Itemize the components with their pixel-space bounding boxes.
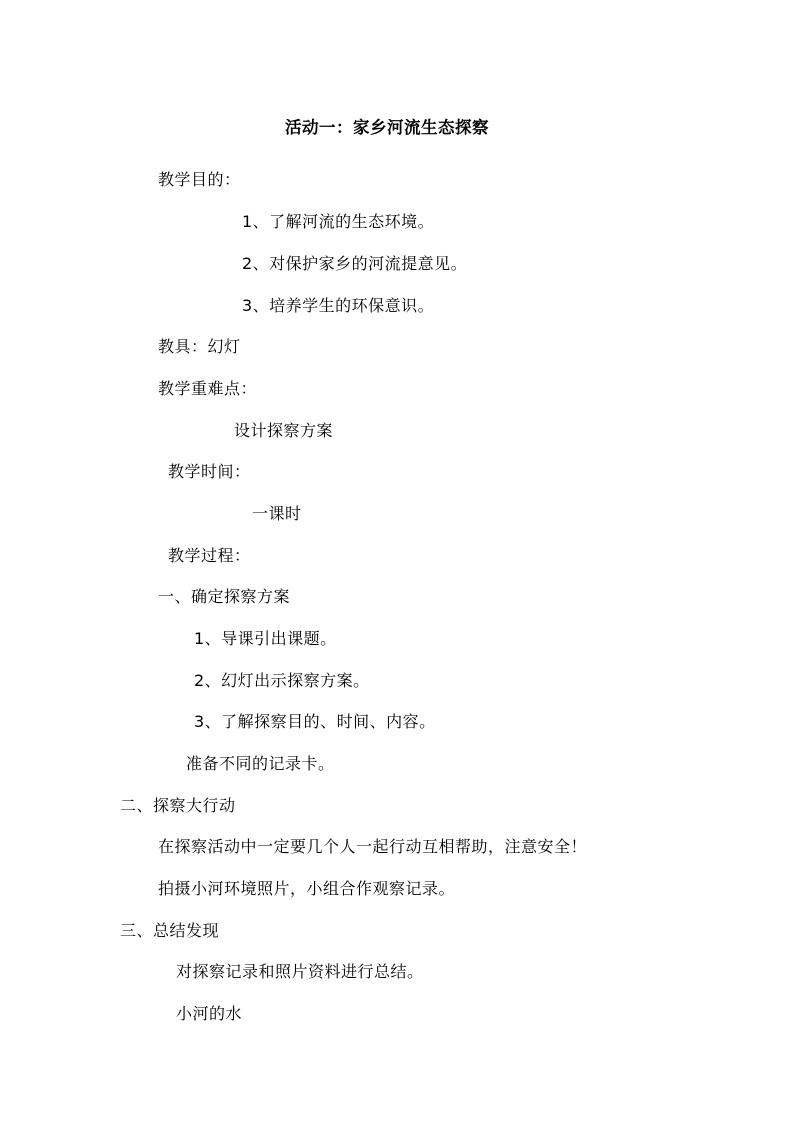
process-heading: 教学过程： — [168, 546, 251, 565]
goal-item-2: 2、对保护家乡的河流提意见。 — [242, 254, 468, 273]
goal-item-3: 3、培养学生的环保意识。 — [242, 296, 435, 315]
section-2-line-1: 在探察活动中一定要几个人一起行动互相帮助，注意安全！ — [158, 837, 588, 856]
document-title: 活动一：家乡河流生态探察 — [285, 118, 489, 137]
tools-line: 教具：幻灯 — [158, 337, 241, 356]
time-text: 一课时 — [252, 504, 302, 523]
section-1-heading: 一、确定探察方案 — [158, 587, 291, 606]
difficulty-heading: 教学重难点： — [158, 379, 258, 398]
difficulty-text: 设计探察方案 — [234, 421, 334, 440]
section-1-note: 准备不同的记录卡。 — [186, 754, 335, 773]
time-heading: 教学时间： — [168, 462, 251, 481]
section-1-item-2: 2、幻灯出示探察方案。 — [194, 671, 370, 690]
section-3-heading: 三、总结发现 — [120, 921, 220, 940]
section-1-item-3: 3、了解探察目的、时间、内容。 — [194, 712, 436, 731]
section-2-line-2: 拍摄小河环境照片，小组合作观察记录。 — [158, 879, 456, 898]
section-3-line-1: 对探察记录和照片资料进行总结。 — [176, 962, 424, 981]
section-2-heading: 二、探察大行动 — [120, 796, 236, 815]
section-1-item-1: 1、导课引出课题。 — [194, 629, 337, 648]
section-3-line-2: 小河的水 — [176, 1004, 243, 1023]
goal-heading: 教学目的： — [158, 170, 241, 189]
goal-item-1: 1、了解河流的生态环境。 — [242, 212, 435, 231]
